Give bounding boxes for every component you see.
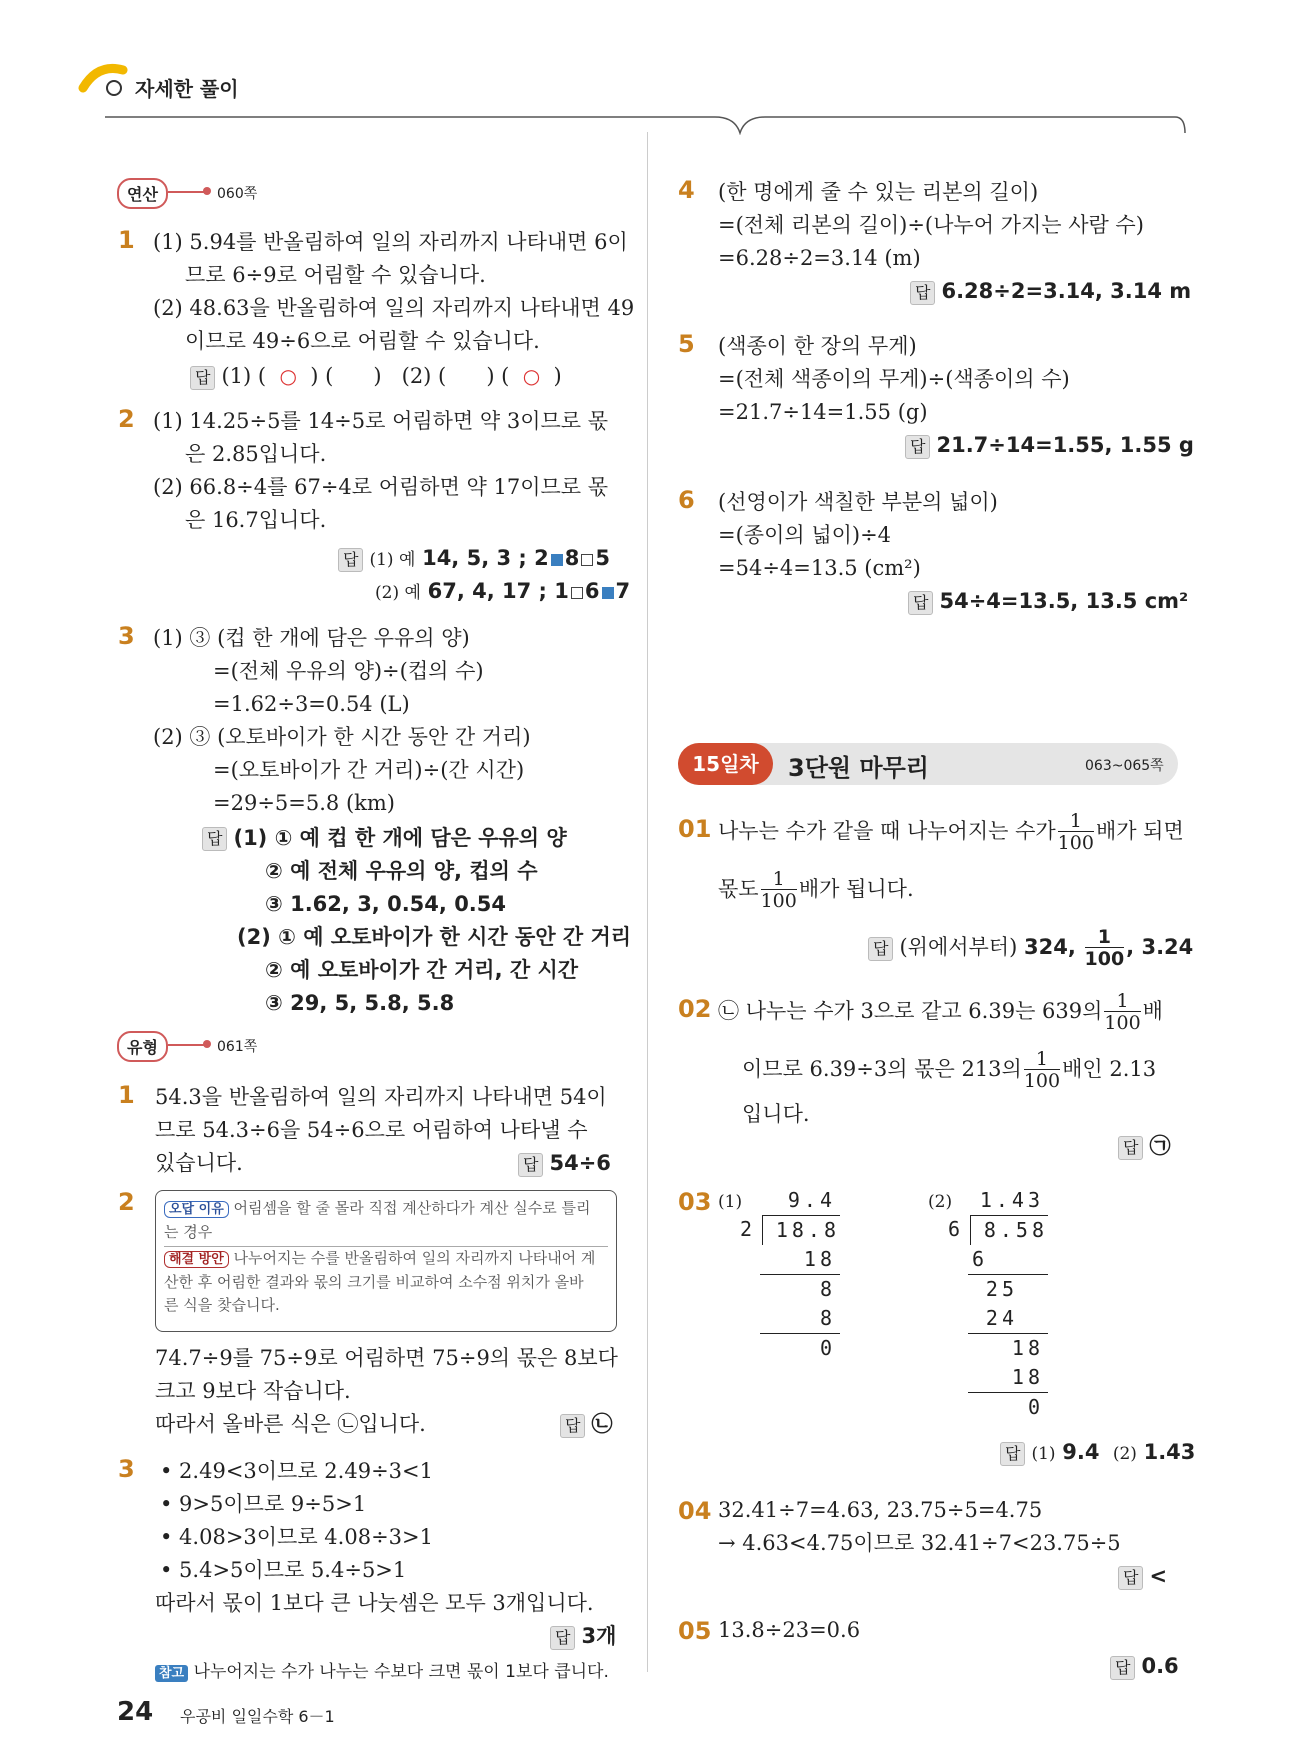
step: 25 (985, 1277, 1018, 1301)
answer-line (1118, 1560, 1167, 1593)
section-connector (168, 1044, 206, 1046)
section-label-yuhyeong: 유형 (117, 1031, 168, 1062)
text-line: 입니다. (742, 1102, 810, 1126)
text-line: 13.8÷23=0.6 (718, 1618, 861, 1642)
section-dot (203, 1040, 211, 1048)
solution-text: 른 식을 찾습니다. (164, 1296, 280, 1314)
problem-number: 1 (118, 1081, 135, 1109)
answer-text: 6.28÷2=3.14, 3.14 m (941, 279, 1192, 303)
text-line: 은 16.7입니다. (185, 508, 327, 532)
denominator: 100 (1084, 948, 1125, 970)
quotient: 9.4 (787, 1188, 836, 1212)
step: 18 (968, 1363, 1048, 1393)
fraction (1085, 928, 1125, 969)
section-page: 060쪽 (217, 186, 258, 202)
answer-tag: 답 (1000, 1442, 1025, 1466)
answer-text: 8 (564, 546, 580, 570)
text-line: 이므로 49÷6으로 어림할 수 있습니다. (185, 329, 540, 353)
answer-text: (위에서부터) (899, 935, 1018, 959)
answer-text: 67, 4, 17 ; 1 (427, 579, 569, 603)
step: 0 (819, 1336, 832, 1360)
answer-text: (2) ( (401, 364, 447, 388)
answer-text: 1.43 (1143, 1440, 1196, 1464)
answer-text: (2) ① 예 오토바이가 한 시간 동안 간 거리 (237, 925, 632, 949)
answer-text: 7 (615, 579, 631, 603)
text-line (742, 1050, 1156, 1091)
solution-text: 산한 후 어림한 결과와 몫의 크기를 비교하여 소수점 위치가 올바 (164, 1273, 584, 1291)
problem-number: 2 (118, 405, 135, 433)
text-line: 32.41÷7=4.63, 23.75÷5=4.75 (718, 1498, 1043, 1522)
dividend: 18.8 (762, 1215, 840, 1245)
text-line (718, 870, 914, 911)
error-note-box (155, 1190, 617, 1332)
text-line: 따라서 올바른 식은 ㉡입니다. (155, 1412, 426, 1436)
text-span: 배가 됩니다. (798, 877, 914, 901)
step: 24 (968, 1304, 1048, 1334)
answer-tag: 답 (518, 1153, 543, 1177)
problem-number: 04 (678, 1497, 712, 1525)
answer-text: 54÷4=13.5, 13.5 cm² (939, 589, 1189, 613)
decimal-box (602, 587, 614, 599)
circle-mark: ○ (279, 364, 297, 388)
answer-text: ② 예 전체 우유의 양, 컵의 수 (265, 859, 538, 883)
answer-tag: 답 (905, 435, 930, 459)
text-line: • 2.49<3이므로 2.49÷3<1 (160, 1459, 433, 1483)
header-rule (95, 95, 1195, 135)
divisor: 6 (948, 1217, 961, 1241)
problem-number: 3 (118, 1455, 135, 1483)
text-line: (2) 66.8÷4를 67÷4로 어림하면 약 17이므로 몫 (153, 475, 609, 499)
step: 18 (760, 1245, 840, 1275)
header-logo (78, 58, 138, 98)
answer-prefix: (1) 예 (369, 550, 416, 570)
text-line: =21.7÷14=1.55 (g) (718, 400, 928, 424)
text-span: 나누는 수가 같을 때 나누어지는 수가 (718, 819, 1056, 843)
answer-line (375, 575, 630, 610)
answer-text: 54÷6 (549, 1151, 611, 1175)
answer-line (1110, 1650, 1179, 1683)
numerator: 1 (1104, 992, 1140, 1012)
text-line: • 9>5이므로 9÷5>1 (160, 1492, 367, 1516)
tip-tag: 참고 (155, 1665, 188, 1682)
answer-line (190, 360, 562, 393)
problem-number: 1 (118, 226, 135, 254)
answer-tag: 답 (560, 1414, 585, 1438)
denominator: 100 (1057, 832, 1094, 854)
answer-text: ㉠ (1149, 1134, 1171, 1158)
problem-number: 6 (678, 486, 695, 514)
step: 8 (760, 1304, 840, 1334)
denominator: 100 (1104, 1012, 1141, 1034)
answer-text: (1) ① 예 컵 한 개에 담은 우유의 양 (233, 826, 567, 850)
circle-mark: ○ (522, 364, 541, 388)
answer-line (908, 585, 1188, 618)
divisor: 2 (740, 1217, 753, 1241)
section-page: 061쪽 (217, 1039, 258, 1055)
text-line: (1) 14.25÷5를 14÷5로 어림하면 약 3이므로 몫 (153, 409, 609, 433)
text-line: (1) ③ (컵 한 개에 담은 우유의 양) (153, 626, 470, 650)
fraction (1024, 1050, 1060, 1091)
sub-label: (2) (928, 1192, 953, 1212)
answer-text: 14, 5, 3 ; 2 (422, 546, 549, 570)
answer-text: ③ 1.62, 3, 0.54, 0.54 (265, 892, 507, 916)
error-reason-text: 어림셈을 할 줄 몰라 직접 계산하다가 계산 실수로 틀리 (233, 1199, 591, 1217)
text-line: 54.3을 반올림하여 일의 자리까지 나타내면 54이 (155, 1085, 607, 1109)
text-span: 이므로 6.39÷3의 몫은 213의 (742, 1057, 1022, 1081)
fraction (1058, 812, 1094, 853)
text-line: (2) 48.63을 반올림하여 일의 자리까지 나타내면 49 (153, 296, 635, 320)
answer-line (905, 429, 1194, 462)
answer-text: < (1149, 1564, 1168, 1588)
answer-text: ㉡ (591, 1412, 613, 1436)
answer-prefix: (1) (1031, 1444, 1056, 1464)
answer-text: ) (553, 364, 562, 388)
answer-line (868, 928, 1193, 969)
answer-tag: 답 (1118, 1566, 1143, 1590)
answer-prefix: (2) 예 (375, 583, 421, 603)
decimal-box (581, 554, 593, 566)
dividend: 8.58 (970, 1215, 1048, 1245)
answer-text: ) (373, 364, 382, 388)
problem-number: 02 (678, 995, 712, 1023)
page-number: 24 (117, 1697, 154, 1727)
section-dot (203, 187, 211, 195)
section-connector (168, 191, 206, 193)
numerator: 1 (761, 870, 797, 890)
decimal-box (571, 587, 583, 599)
numerator: 1 (1058, 812, 1094, 832)
answer-line (1000, 1436, 1195, 1471)
numerator: 1 (1085, 928, 1125, 948)
error-reason-tag: 오답 이유 (164, 1201, 229, 1218)
banner-title: 3단원 마무리 (788, 754, 929, 782)
answer-tag: 답 (1118, 1136, 1143, 1160)
problem-number: 4 (678, 176, 695, 204)
tip-text: 나누어지는 수가 나누는 수보다 크면 몫이 1보다 큽니다. (193, 1662, 609, 1682)
text-line: =(종이의 넓이)÷4 (718, 523, 892, 547)
text-line: • 4.08>3이므로 4.08÷3>1 (160, 1525, 433, 1549)
answer-tag: 답 (1110, 1656, 1135, 1680)
answer-text: 6 (584, 579, 600, 603)
fraction (1104, 992, 1140, 1033)
answer-text: 3개 (581, 1624, 617, 1648)
long-division-1 (740, 1186, 840, 1363)
answer-line (1118, 1130, 1170, 1163)
text-line: 은 2.85입니다. (185, 442, 327, 466)
solution-tag: 해결 방안 (164, 1251, 229, 1268)
text-span: 배 (1142, 999, 1163, 1023)
denominator: 100 (760, 890, 797, 912)
answer-text: 5 (595, 546, 610, 570)
day-badge: 15일차 (678, 743, 773, 785)
text-line: 있습니다. (155, 1151, 243, 1175)
text-span: ㉡ 나누는 수가 3으로 같고 6.39는 639의 (718, 999, 1103, 1023)
answer-tag: 답 (190, 366, 215, 390)
text-line: =1.62÷3=0.54 (L) (213, 692, 410, 716)
solution-text: 나누어지는 수를 반올림하여 일의 자리까지 나타내어 계 (233, 1249, 596, 1267)
answer-text: ) ( (486, 364, 510, 388)
answer-tag: 답 (550, 1626, 575, 1650)
answer-line (202, 822, 567, 855)
long-division-2 (948, 1186, 1048, 1422)
text-line: =(오토바이가 간 거리)÷(간 시간) (213, 758, 525, 782)
numerator: 1 (1024, 1050, 1060, 1070)
answer-tag: 답 (868, 937, 893, 961)
step: 6 (968, 1245, 1048, 1275)
text-span: 배인 2.13 (1062, 1057, 1157, 1081)
text-line (718, 992, 1163, 1033)
answer-text: ) ( (310, 364, 334, 388)
step: 0 (1027, 1395, 1040, 1419)
problem-number: 03 (678, 1188, 712, 1216)
answer-text: ③ 29, 5, 5.8, 5.8 (265, 991, 455, 1015)
text-span: 몫도 (718, 877, 759, 901)
denominator: 100 (1023, 1070, 1061, 1092)
text-line: • 5.4>5이므로 5.4÷5>1 (160, 1558, 407, 1582)
tip-line (155, 1656, 609, 1690)
error-reason-text: 는 경우 (164, 1223, 213, 1241)
text-line: =54÷4=13.5 (cm²) (718, 556, 921, 580)
book-title: 우공비 일일수학 6－1 (180, 1707, 335, 1726)
step: 8 (819, 1277, 832, 1301)
text-line: =(전체 색종이의 무게)÷(색종이의 수) (718, 367, 1070, 391)
answer-tag: 답 (908, 591, 933, 615)
answer-tag: 답 (910, 281, 935, 305)
text-line: (1) 5.94를 반올림하여 일의 자리까지 나타내면 6이 (153, 230, 628, 254)
problem-number: 2 (118, 1188, 135, 1216)
answer-line (518, 1147, 611, 1180)
answer-tag: 답 (202, 827, 227, 851)
text-line: (한 명에게 줄 수 있는 리본의 길이) (718, 180, 1039, 204)
logo-swoosh-icon (78, 58, 138, 98)
quotient: 1.43 (979, 1188, 1044, 1212)
problem-number: 5 (678, 330, 695, 358)
text-line: 74.7÷9를 75÷9로 어림하면 75÷9의 몫은 8보다 (155, 1346, 618, 1370)
text-line: → 4.63<4.75이므로 32.41÷7<23.75÷5 (718, 1531, 1121, 1555)
answer-line (338, 542, 610, 577)
problem-number: 3 (118, 622, 135, 650)
text-line: 므로 54.3÷6을 54÷6으로 어림하여 나타낼 수 (155, 1118, 588, 1142)
step: 18 (1011, 1336, 1044, 1360)
answer-line (560, 1408, 612, 1441)
text-line: 따라서 몫이 1보다 큰 나눗셈은 모두 3개입니다. (155, 1591, 594, 1615)
answer-text: (1) ( (221, 364, 267, 388)
answer-line (910, 275, 1191, 308)
answer-prefix: (2) (1112, 1444, 1137, 1464)
answer-text: ② 예 오토바이가 간 거리, 간 시간 (265, 958, 579, 982)
problem-number: 01 (678, 815, 712, 843)
answer-text: , 3.24 (1126, 935, 1194, 959)
text-line: (2) ③ (오토바이가 한 시간 동안 간 거리) (153, 725, 531, 749)
answer-text: 324, (1023, 935, 1076, 959)
text-line: =29÷5=5.8 (km) (213, 791, 395, 815)
answer-text: 0.6 (1141, 1654, 1179, 1678)
column-divider (647, 132, 648, 1672)
text-line: (선영이가 색칠한 부분의 넓이) (718, 490, 998, 514)
decimal-box (551, 554, 563, 566)
text-line: =(전체 리본의 길이)÷(나누어 가지는 사람 수) (718, 213, 1144, 237)
text-line: 므로 6÷9로 어림할 수 있습니다. (185, 263, 486, 287)
text-line (718, 812, 1184, 853)
answer-tag: 답 (338, 548, 363, 572)
header-title: 자세한 풀이 (135, 77, 239, 101)
text-line: =(전체 우유의 양)÷(컵의 수) (213, 659, 484, 683)
answer-text: 21.7÷14=1.55, 1.55 g (936, 433, 1194, 457)
text-span: 배가 되면 (1095, 819, 1184, 843)
sub-label: (1) (718, 1192, 743, 1212)
answer-line (550, 1620, 616, 1653)
problem-number: 05 (678, 1617, 712, 1645)
section-label-yeonsan: 연산 (117, 178, 168, 209)
text-line: 크고 9보다 작습니다. (155, 1379, 351, 1403)
banner-pages: 063~065쪽 (1085, 758, 1164, 774)
text-line: =6.28÷2=3.14 (m) (718, 246, 921, 270)
text-line: (색종이 한 장의 무게) (718, 334, 917, 358)
fraction (761, 870, 797, 911)
answer-text: 9.4 (1062, 1440, 1100, 1464)
